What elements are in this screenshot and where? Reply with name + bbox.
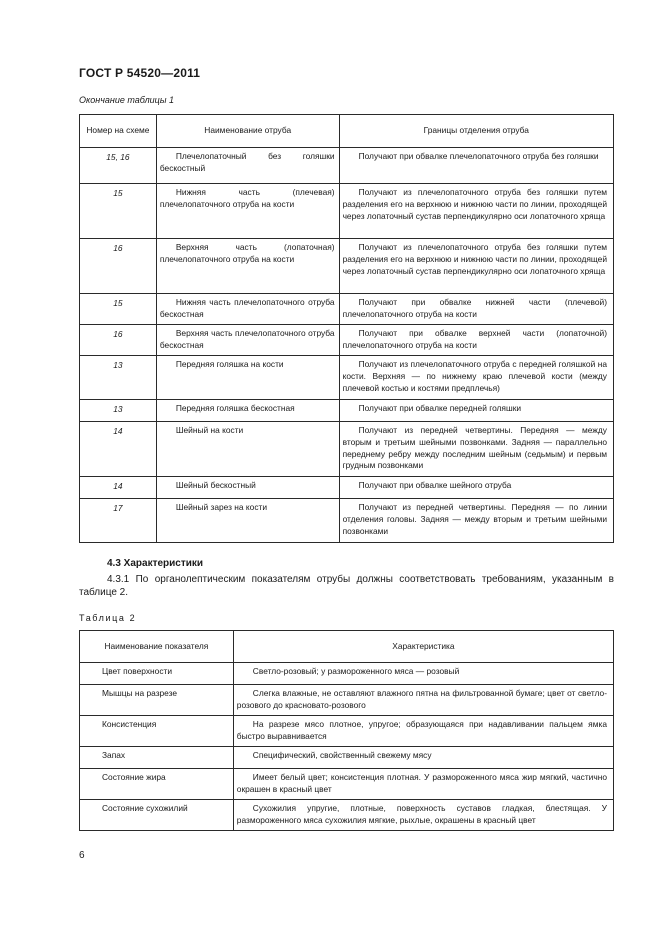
table-header-row (80, 115, 614, 148)
scheme-number: 13 (80, 356, 157, 400)
indicator-characteristic: Имеет белый цвет; консистенция плотная. У размороженного мяса жир мягкий, частично окрашен в красный цвет (233, 769, 613, 800)
indicator-name: Мышцы на разрезе (80, 685, 234, 716)
cut-boundary: Получают из плечелопаточного отруба без голяшки путем разделения его на верхнюю и нижнюю части по линии, проходящей через лопаточный сустав перпендикулярно оси лопаточного хряща (339, 239, 613, 294)
cut-name: Верхняя часть (лопаточная) плечелопаточного отруба на кости (156, 239, 339, 294)
scheme-number: 15, 16 (80, 148, 157, 184)
cut-name: Нижняя часть (плечевая) плечелопаточного отруба на кости (156, 184, 339, 239)
scheme-number: 16 (80, 239, 157, 294)
cut-name: Передняя голяшка на кости (156, 356, 339, 400)
table-row (80, 499, 614, 543)
scheme-number: 15 (80, 294, 157, 325)
scheme-number: 14 (80, 422, 157, 477)
scheme-number: 14 (80, 477, 157, 499)
column-header-characteristic: Характеристика (233, 631, 613, 663)
cut-name: Верхняя часть плечелопаточного отруба бескостная (156, 325, 339, 356)
cut-name: Шейный на кости (156, 422, 339, 477)
indicator-characteristic: На разрезе мясо плотное, упругое; образующаяся при надавливании пальцем ямка быстро выравнивается (233, 716, 613, 747)
column-header-indicator: Наименование показателя (80, 631, 234, 663)
table-row (80, 239, 614, 294)
table-row (80, 325, 614, 356)
page-number: 6 (79, 850, 85, 861)
cut-boundary: Получают при обвалке плечелопаточного отруба без голяшки (339, 148, 613, 184)
table-row (80, 294, 614, 325)
table-1 (79, 114, 614, 543)
indicator-characteristic: Светло-розовый; у размороженного мяса — розовый (233, 663, 613, 685)
table-row (80, 716, 614, 747)
cut-name: Передняя голяшка бескостная (156, 400, 339, 422)
cut-boundary: Получают при обвалке шейного отруба (339, 477, 613, 499)
cut-name: Шейный зарез на кости (156, 499, 339, 543)
table-header-row (80, 631, 614, 663)
indicator-characteristic: Специфический, свойственный свежему мясу (233, 747, 613, 769)
cut-boundary: Получают при обвалке нижней части (плечевой) плечелопаточного отруба на кости (339, 294, 613, 325)
table1-caption: Окончание таблицы 1 (79, 95, 174, 105)
cut-boundary: Получают при обвалке верхней части (лопаточной) плечелопаточного отруба на кости (339, 325, 613, 356)
indicator-characteristic: Слегка влажные, не оставляют влажного пятна на фильтрованной бумаге; цвет от светло-розового до красновато-розового (233, 685, 613, 716)
cut-name: Нижняя часть плечелопаточного отруба бескостная (156, 294, 339, 325)
column-header-boundaries: Границы отделения отруба (339, 115, 613, 148)
table2-caption: Таблица 2 (79, 613, 137, 623)
table-row (80, 800, 614, 831)
table-row (80, 769, 614, 800)
indicator-name: Запах (80, 747, 234, 769)
cut-boundary: Получают из плечелопаточного отруба с передней голяшкой на кости. Верхняя — по нижнему краю плечевой кости (между плечевой костью и костями предплечья) (339, 356, 613, 400)
table-row (80, 184, 614, 239)
indicator-characteristic: Сухожилия упругие, плотные, поверхность суставов гладкая, блестящая. У размороженного мяса сухожилия мягкие, рыхлые, окрашены в красный цвет (233, 800, 613, 831)
table-row (80, 685, 614, 716)
cut-boundary: Получают при обвалке передней голяшки (339, 400, 613, 422)
cut-boundary: Получают из плечелопаточного отруба без голяшки путем разделения его на верхнюю и нижнюю части по линии, проходящей через лопаточный сустав перпендикулярно оси лопаточного хряща (339, 184, 613, 239)
section-paragraph: 4.3.1 По органолептическим показателям отрубы должны соответствовать требованиям, указанным в таблице 2. (79, 574, 614, 598)
table-row (80, 747, 614, 769)
table-row (80, 663, 614, 685)
table-row (80, 422, 614, 477)
table-row (80, 400, 614, 422)
cut-name: Плечелопаточный без голяшки бескостный (156, 148, 339, 184)
indicator-name: Состояние сухожилий (80, 800, 234, 831)
table-row (80, 477, 614, 499)
scheme-number: 17 (80, 499, 157, 543)
column-header-number: Номер на схеме (80, 115, 157, 148)
scheme-number: 16 (80, 325, 157, 356)
document-code: ГОСТ Р 54520—2011 (79, 66, 201, 80)
cut-boundary: Получают из передней четвертины. Передняя — по линии отделения головы. Задняя — между вторым и третьим шейными позвонками (339, 499, 613, 543)
cut-boundary: Получают из передней четвертины. Передняя — между вторым и третьим шейными позвонками. Задняя — параллельно переднему ребру между последним шейным (седьмым) и первым грудным позвонками (339, 422, 613, 477)
table-row (80, 148, 614, 184)
scheme-number: 13 (80, 400, 157, 422)
scheme-number: 15 (80, 184, 157, 239)
section-heading: 4.3 Характеристики (107, 558, 204, 569)
column-header-name: Наименование отруба (156, 115, 339, 148)
cut-name: Шейный бескостный (156, 477, 339, 499)
indicator-name: Состояние жира (80, 769, 234, 800)
table-row (80, 356, 614, 400)
indicator-name: Цвет поверхности (80, 663, 234, 685)
indicator-name: Консистенция (80, 716, 234, 747)
table-2 (79, 630, 614, 831)
